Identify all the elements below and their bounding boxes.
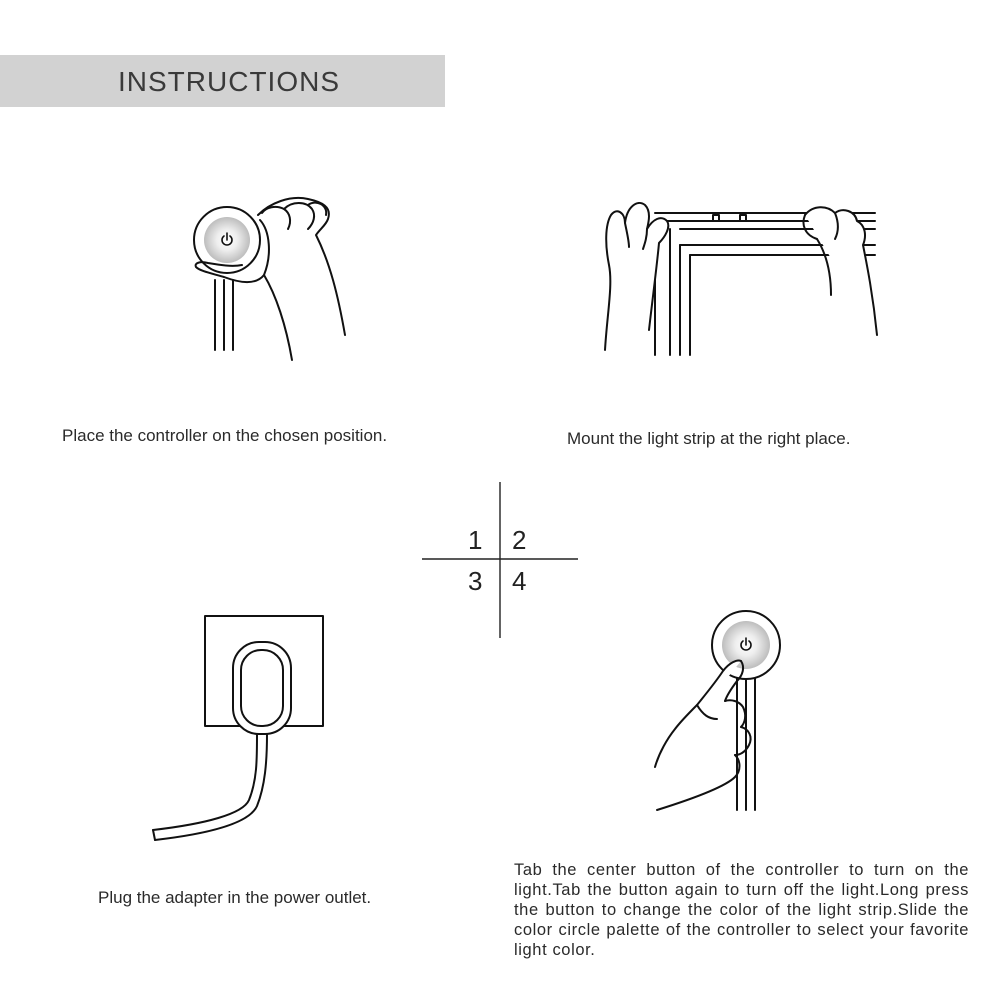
step-number-4: 4 [512,566,527,596]
step-number-1: 1 [468,525,483,555]
step-number-2: 2 [512,525,527,555]
step2-caption: Mount the light strip at the right place. [567,429,851,448]
step1-caption: Place the controller on the chosen position. [62,426,388,445]
step-number-3: 3 [468,566,483,596]
hand-placing-controller-icon [180,185,360,370]
step-grid-lines [420,480,580,640]
instructions-banner [0,55,445,107]
step-grid [420,480,580,640]
step3-caption: Plug the adapter in the power outlet. [98,888,372,907]
step4-caption: Tab the center button of the controller to turn on the light.Tab the button again to turn off the light.Long press the button to change the color of the light strip.Slide the color circle palette of the controller to select your favorite light color. [514,861,969,959]
wall-outlet-adapter-icon [145,610,335,845]
hands-mounting-strip-icon [595,185,880,360]
page-title: INSTRUCTIONS [118,66,340,97]
finger-pressing-button-icon [645,605,785,815]
